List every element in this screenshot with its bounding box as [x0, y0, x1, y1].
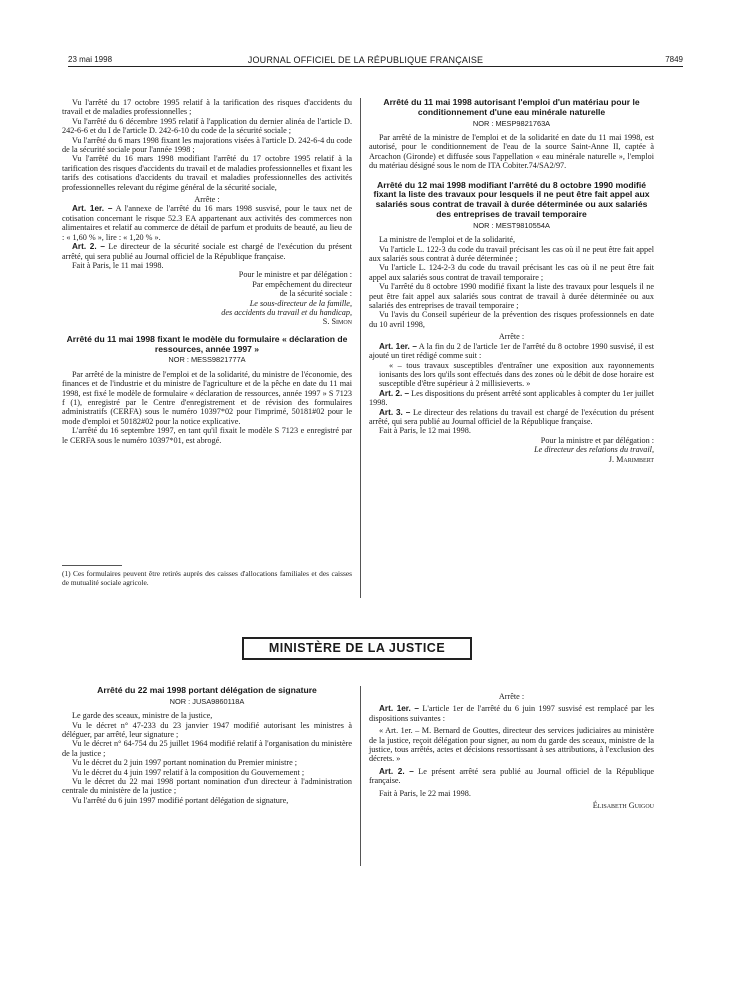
quoted-article: « Art. 1er. – M. Bernard de Gouttes, directeur des services judiciaires au ministère de la justice, reçoit délégation pour signer, au nom du garde des sceaux, ministre de la justice, tous arrêtés, actes et décisions ressortissant à ses attributions, à l'exclusion des décrets. »	[369, 726, 654, 764]
article-text: Le présent arrêté sera publié au Journal officiel de la République française.	[369, 766, 654, 786]
vu-paragraph: Vu le décret du 2 juin 1997 portant nomination du Premier ministre ;	[72, 758, 298, 768]
ministry-banner: MINISTÈRE DE LA JUSTICE	[242, 637, 472, 660]
intro-line: Le garde des sceaux, ministre de la justice,	[72, 711, 213, 721]
signature-block	[62, 270, 352, 326]
vu-paragraph: Vu l'arrêté du 6 mars 1998 fixant les majorations visées à l'article D. 242-6-4 du code de la sécurité sociale pour l'année 1998 ;	[62, 135, 352, 155]
arrete-heading: Arrête :	[498, 332, 525, 342]
column-divider	[360, 98, 361, 598]
vu-paragraph: Vu le décret du 4 juin 1997 relatif à la composition du Gouvernement ;	[72, 767, 305, 777]
article-label: Art. 2. –	[72, 242, 105, 252]
article-label: Art. 1er. –	[72, 204, 113, 214]
nor-reference: NOR : JUSA9860118A	[169, 696, 245, 706]
article-1	[62, 204, 352, 242]
fait-line: Fait à Paris, le 22 mai 1998.	[379, 788, 471, 798]
sig-line: Par empêchement du directeur	[252, 279, 352, 289]
article-text: A l'annexe de l'arrêté du 16 mars 1998 susvisé, pour le taux net de cotisation concernant le risque 52.3 EA appartenant aux activités des commerces non alimentaires et relatif au commerce de détail de parfum et produits de beauté, au lieu de : « 1,60 % », lire : « 1,20 % ».	[62, 204, 352, 242]
article-label: Art. 2. –	[379, 766, 414, 776]
nor-reference: NOR : MESS9821777A	[168, 355, 246, 365]
decree-paragraph: Par arrêté de la ministre de l'emploi et de la solidarité, du ministre de l'économie, des finances et de l'industrie et du ministre de l'agriculture et de la pêche en date du 11 mai 1998, est fixé le modèle de formulaire « déclaration de ressources, année 1997 » S 7123 f (1), enregistré par le Centre d'enregistrement et de révision des formulaires administratifs (CERFA) sous le numéro 10397*02 pour l'imprimé, 50181#02 pour le mode d'emploi et 50182#02 pour la notice explicative.	[62, 369, 352, 426]
vu-paragraph: Vu l'article L. 122-3 du code du travail précisant les cas où il ne peut être fait appel aux salariés sous contrat à durée déterminée ;	[369, 244, 654, 264]
page-number: 7849	[665, 55, 683, 64]
sig-line: Le sous-directeur de la famille,	[249, 298, 352, 308]
column-right-bottom	[369, 692, 654, 810]
arrete-heading: Arrête :	[194, 195, 220, 205]
article-label: Art. 2. –	[379, 388, 410, 398]
sig-line: Le directeur des relations du travail,	[534, 445, 654, 455]
footnote-rule	[62, 565, 122, 566]
article-text: L'article 1er de l'arrêté du 6 juin 1997 susvisé est remplacé par les dispositions suivantes :	[369, 704, 655, 723]
decree-paragraph: L'arrêté du 16 septembre 1997, en tant qu'il fixait le modèle S 7123 e enregistré par le CERFA sous le numéro 10397*01, est abrogé.	[62, 426, 352, 445]
vu-paragraph: Vu l'avis du Conseil supérieur de la prévention des risques professionnels en date du 10 avril 1998,	[369, 310, 654, 329]
intro-line: La ministre de l'emploi et de la solidarité,	[379, 235, 516, 245]
article-text: Le directeur des relations du travail est chargé de l'exécution du présent arrêté, qui sera publié au Journal officiel de la République française.	[369, 407, 654, 426]
vu-paragraph: Vu l'article L. 124-2-3 du code du travail précisant les cas où il ne peut être fait appel aux salariés sous contrat de travail temporaire ;	[369, 263, 654, 282]
decree-title: Arrêté du 12 mai 1998 modifiant l'arrêté du 8 octobre 1990 modifié fixant la liste des travaux pour lesquels il ne peut être fait appel aux salariés sous contrat de travail à durée déterminée ou aux salariés des entreprises de travail temporaire	[373, 179, 650, 220]
decree-title: Arrêté du 11 mai 1998 fixant le modèle du formulaire « déclaration de ressources, année 1997 »	[66, 333, 348, 354]
decree-title: Arrêté du 11 mai 1998 autorisant l'emploi d'un matériau pour le conditionnement d'une eau minérale naturelle	[383, 97, 640, 117]
article-2	[369, 767, 654, 786]
article-2	[369, 389, 654, 408]
article-text: Le directeur de la sécurité sociale est chargé de l'exécution du présent arrêté, qui sera publié au Journal officiel de la République française.	[62, 242, 353, 261]
nor-reference: NOR : MEST9810554A	[473, 220, 550, 230]
signatory-name: J. Marimbert	[608, 454, 654, 464]
vu-paragraph: Vu l'arrêté du 6 juin 1997 modifié portant délégation de signature,	[72, 795, 289, 805]
vu-paragraph: Vu l'arrêté du 6 décembre 1995 relatif à l'application du dernier alinéa de l'article D. 242-6-6 et du I de l'article D. 242-6-10 du code de la sécurité sociale ;	[62, 116, 352, 136]
footnote: (1) Ces formulaires peuvent être retirés auprès des caisses d'allocations familiales et des caisses de mutualité sociale agricole.	[62, 569, 352, 587]
decree-paragraph: Par arrêté de la ministre de l'emploi et de la solidarité en date du 11 mai 1998, est autorisé, pour le conditionnement de l'eau de la source Saint-Anne II, captée à Arcachon (Gironde) et diffusée sous l'appellation « eau minérale naturelle », l'emploi du matériau désigné sous le nom de ITA Cobiter.74/SA2/97.	[369, 133, 654, 171]
article-3	[369, 408, 654, 427]
fait-line: Fait à Paris, le 11 mai 1998.	[72, 260, 164, 270]
header-rule	[68, 66, 683, 67]
article-2	[62, 242, 352, 261]
column-left-bottom	[62, 686, 352, 805]
article-1	[369, 342, 654, 361]
article-label: Art. 1er. –	[379, 341, 417, 351]
journal-title: JOURNAL OFFICIEL DE LA RÉPUBLIQUE FRANÇAISE	[247, 55, 484, 65]
vu-paragraph: Vu le décret n° 47-233 du 23 janvier 1947 modifié autorisant les ministres à déléguer, par arrêté, leur signature ;	[62, 720, 352, 740]
article-label: Art. 3. –	[379, 407, 411, 417]
page-date: 23 mai 1998	[68, 55, 113, 64]
article-text: Les dispositions du présent arrêté sont applicables à compter du 1er juillet 1998.	[369, 388, 654, 408]
vu-paragraph: Vu le décret n° 64-754 du 25 juillet 1964 modifié relatif à l'organisation du ministère de la justice ;	[62, 739, 352, 758]
sig-line: Pour le ministre et par délégation :	[238, 270, 352, 280]
arrete-heading: Arrête :	[498, 692, 525, 701]
article-1	[369, 704, 654, 723]
column-left-top	[62, 98, 352, 445]
nor-reference: NOR : MESP9821763A	[472, 118, 551, 128]
vu-paragraph: Vu le décret du 22 mai 1998 portant nomination d'un directeur à l'administration centrale du ministère de la justice ;	[62, 777, 352, 796]
fait-line: Fait à Paris, le 12 mai 1998.	[379, 426, 471, 436]
sig-line: Pour la ministre et par délégation :	[540, 435, 654, 445]
sig-line: des accidents du travail et du handicap,	[221, 307, 352, 317]
article-text: A la fin du 2 de l'article 1er de l'arrêté du 8 octobre 1990 susvisé, il est ajouté un tiret rédigé comme suit :	[369, 341, 654, 361]
signature-block	[369, 436, 654, 464]
decree-title: Arrêté du 22 mai 1998 portant délégation de signature	[97, 685, 317, 695]
signatory-name: Élisabeth Guigou	[592, 801, 654, 811]
column-divider	[360, 686, 361, 866]
vu-paragraph: Vu l'arrêté du 8 octobre 1990 modifié fixant la liste des travaux pour lesquels il ne peut être fait appel aux salariés sous contrat de travail à durée déterminée ou aux salariés des entreprises de travail temporaire ;	[369, 282, 654, 311]
vu-paragraph: Vu l'arrêté du 17 octobre 1995 relatif à la tarification des risques d'accidents du travail et de maladies professionnelles ;	[62, 98, 352, 117]
quoted-dash: « – tous travaux susceptibles d'entraîner une exposition aux rayonnements ionisants des lors qu'ils sont effectués dans des zones où le débit de dose horaire est susceptible d'être supérieur à 2 millisieverts. »	[379, 360, 654, 389]
sig-line: de la sécurité sociale :	[279, 289, 352, 299]
article-label: Art. 1er. –	[379, 704, 419, 714]
signatory-name: S. Simon	[322, 317, 352, 327]
vu-paragraph: Vu l'arrêté du 16 mars 1998 modifiant l'arrêté du 17 octobre 1995 relatif à la tarification des risques d'accidents du travail et de maladies professionnelles et fixant les tarifs des cotisations d'accidents du travail et maladies professionnelles des activités professionnelles relevant du régime général de la sécurité sociale,	[62, 154, 352, 192]
column-right-top	[369, 98, 654, 464]
